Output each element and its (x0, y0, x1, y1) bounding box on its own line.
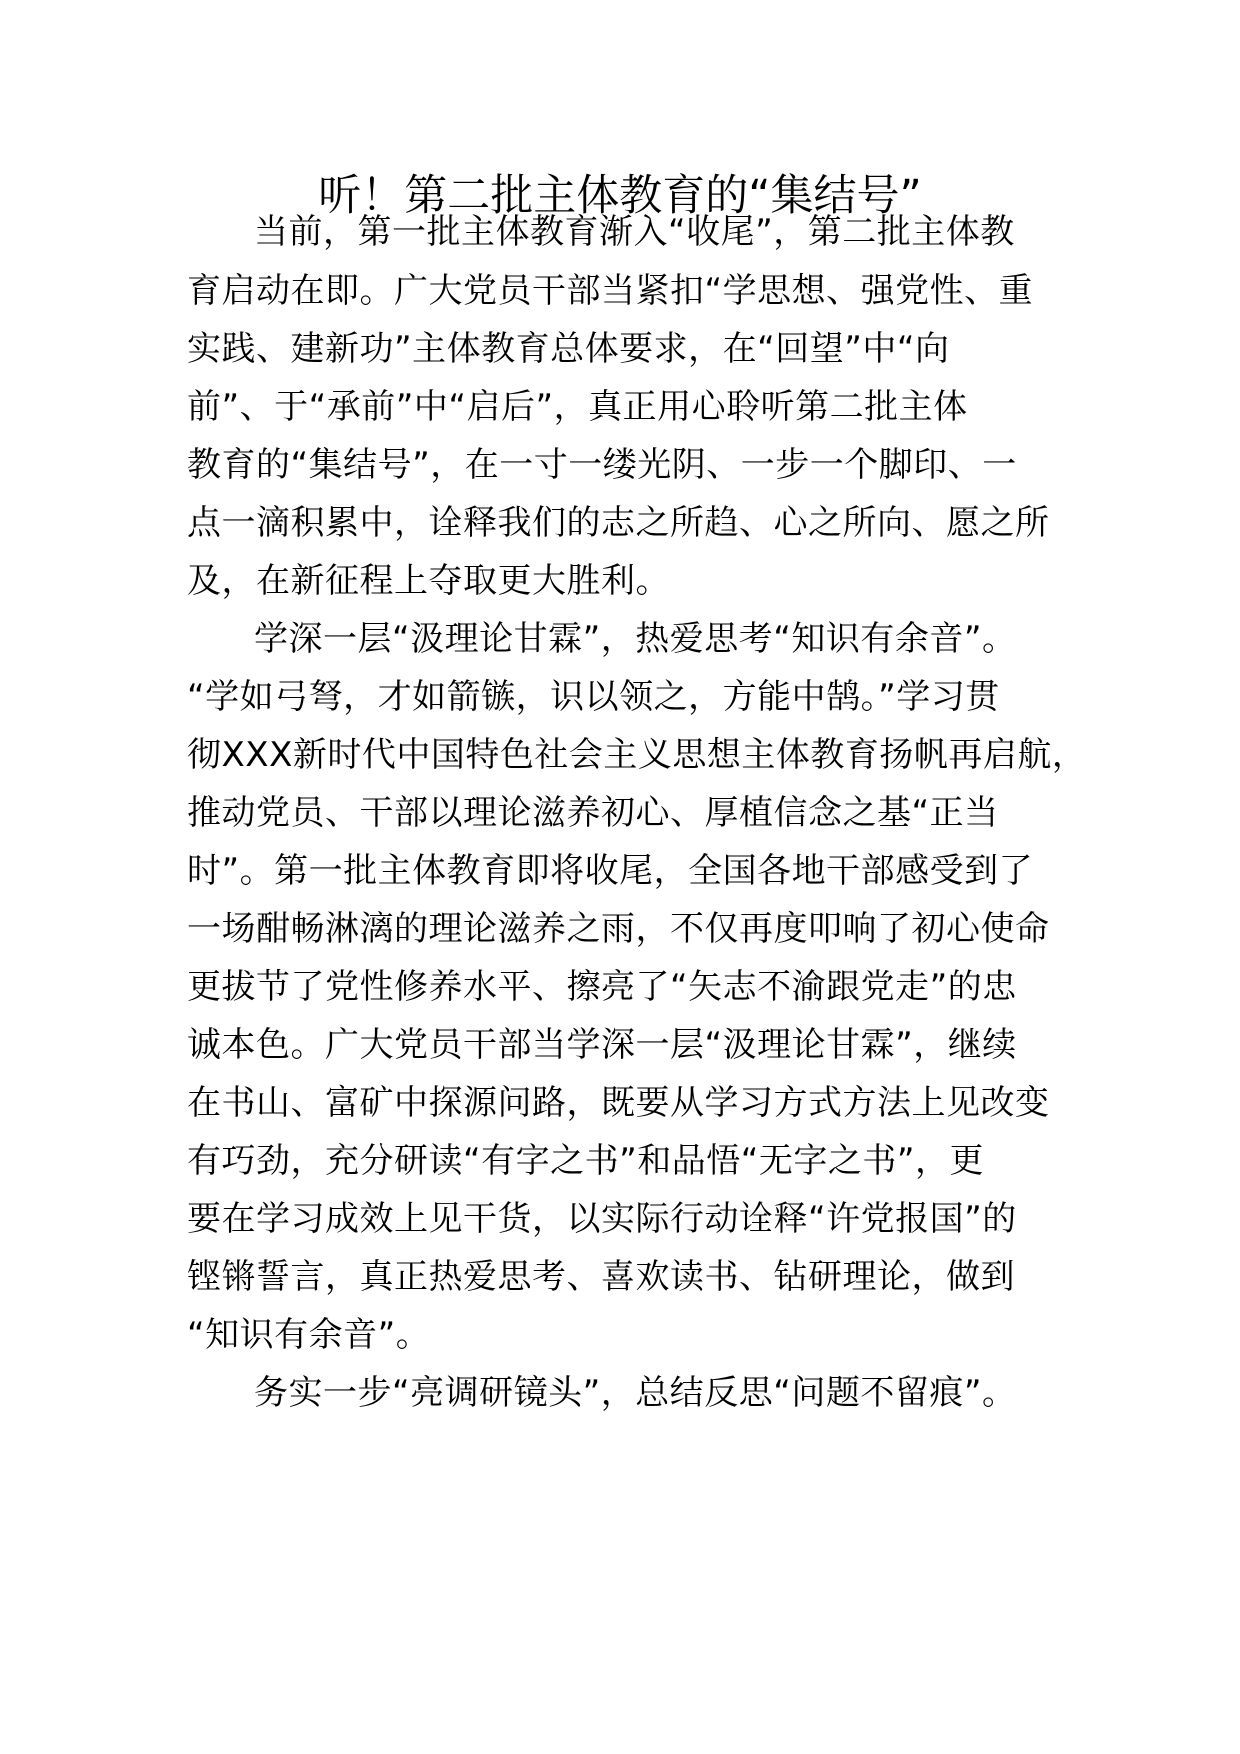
text-line: 务实一步“亮调研镜头”，总结反思“问题不留痕”。 (254, 1373, 1017, 1413)
document-title: 听！第二批主体教育的“集结号” (318, 171, 922, 221)
text-line: 在书山、富矿中探源问路，既要从学习方式方法上见改变 (187, 1083, 1050, 1123)
text-line: 前”、于“承前”中“启后”，真正用心聆听第二批主体 (187, 387, 968, 427)
text-line: 学深一层“汲理论甘霖”，热爱思考“知识有余音”。 (254, 619, 1017, 659)
text-line: 教育的“集结号”，在一寸一缕光阴、一步一个脚印、一 (187, 445, 1017, 485)
text-line: 及，在新征程上夺取更大胜利。 (187, 561, 670, 601)
text-line: 要在学习成效上见干货，以实际行动诠释“许党报国”的 (187, 1199, 1017, 1239)
text-line: “知识有余音”。 (187, 1315, 431, 1355)
text-line: 当前，第一批主体教育渐入“收尾”，第二批主体教 (254, 212, 1015, 252)
text-line: 有巧劲，充分研读“有字之书”和品悟“无字之书”，更 (187, 1141, 984, 1181)
text-line: 推动党员、干部以理论滋养初心、厚植信念之基“正当 (187, 793, 999, 833)
text-line: 诚本色。广大党员干部当学深一层“汲理论甘霖”，继续 (187, 1025, 1017, 1065)
text-line: “学如弓弩，才如箭镞，识以领之，方能中鹄。”学习贯 (187, 677, 1000, 717)
text-line: 点一滴积累中，诠释我们的志之所趋、心之所向、愿之所 (187, 503, 1050, 543)
text-line: 一场酣畅淋漓的理论滋养之雨，不仅再度叩响了初心使命 (187, 909, 1050, 949)
text-line: 实践、建新功”主体教育总体要求，在“回望”中“向 (187, 329, 950, 369)
text-line: 铿锵誓言，真正热爱思考、喜欢读书、钻研理论，做到 (187, 1257, 1015, 1297)
text-line: 彻XXX新时代中国特色社会主义思想主体教育扬帆再启航， (187, 735, 1087, 775)
text-line: 更拔节了党性修养水平、擦亮了“矢志不渝跟党走”的忠 (187, 967, 1017, 1007)
text-line: 时”。第一批主体教育即将收尾，全国各地干部感受到了 (187, 851, 1034, 891)
text-line: 育启动在即。广大党员干部当紧扣“学思想、强党性、重 (187, 271, 1034, 311)
